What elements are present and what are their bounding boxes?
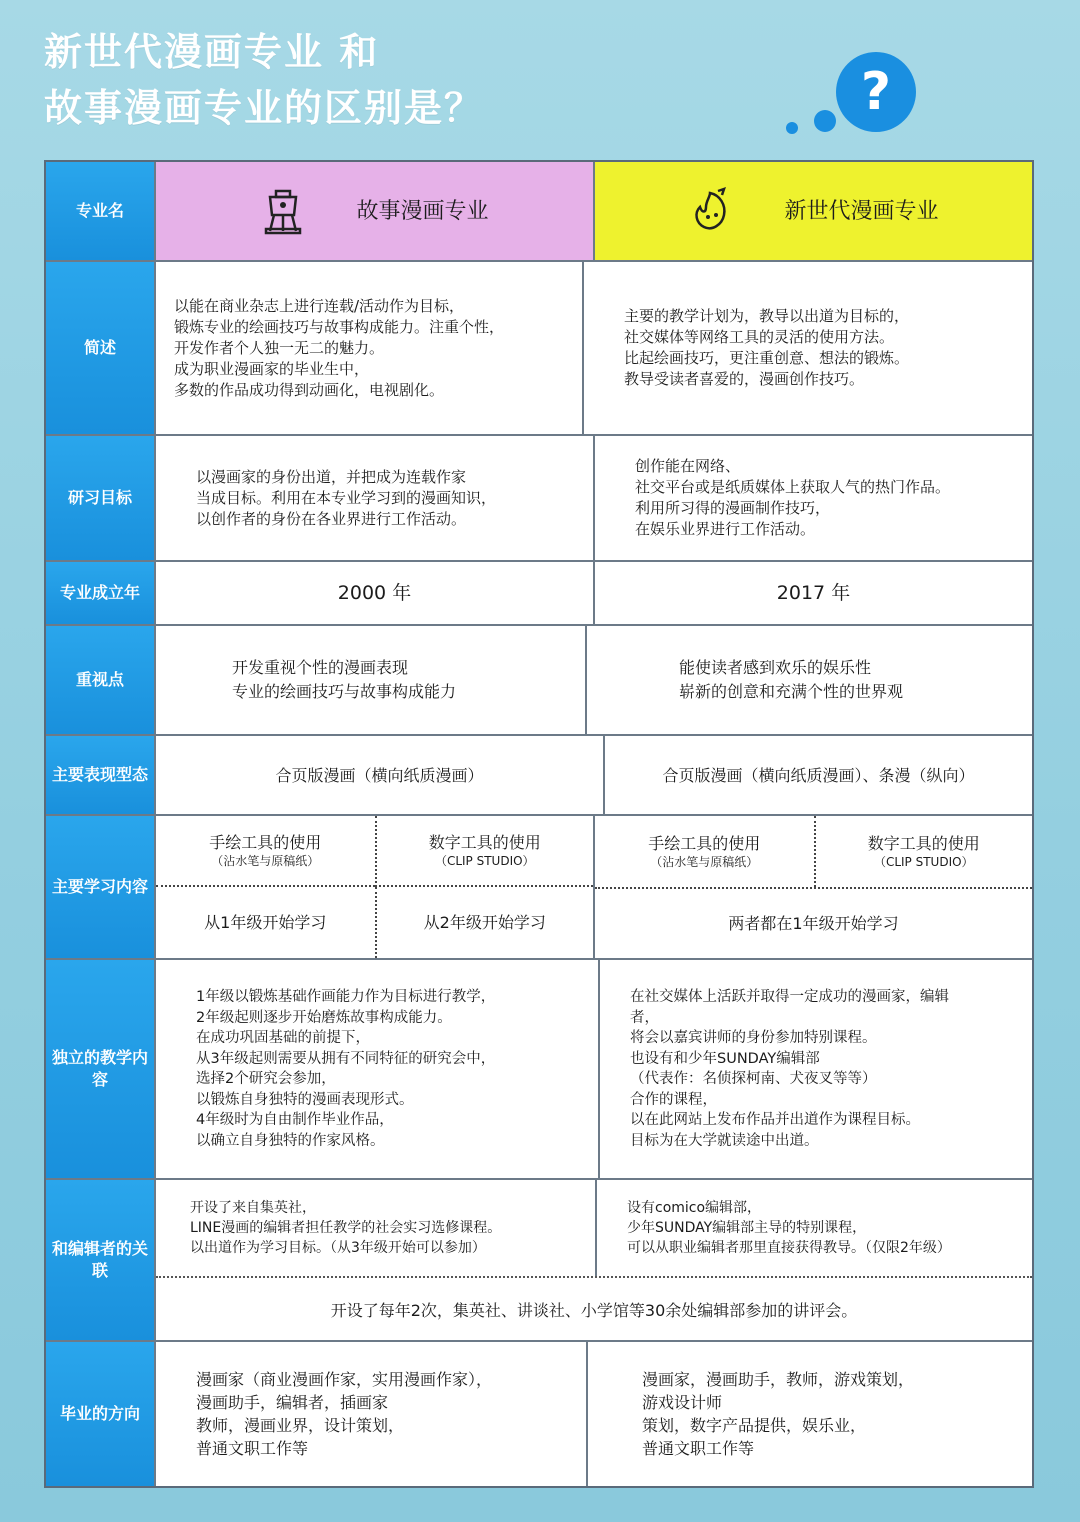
newgen-both-start: 两者都在1年级开始学习 [595, 887, 1032, 958]
story-digital-tools-label: 数字工具的使用 [428, 832, 541, 852]
newgen-unique-line: 者， [630, 1009, 659, 1026]
story-founded-year: 2000 年 [156, 562, 595, 624]
row-summary [46, 262, 1032, 436]
story-goal-line: 以漫画家的身份出道，并把成为连载作家 [196, 467, 467, 486]
story-focus-line: 专业的绘画技巧与故事构成能力 [232, 682, 457, 701]
story-goal-line: 以创作者的身份在各业界进行工作活动。 [196, 509, 467, 528]
story-focus-line: 开发重视个性的漫画表现 [232, 658, 409, 677]
newgen-summary-line: 主要的教学计划为，教导以出道为目标的， [624, 307, 910, 325]
story-major-header [156, 162, 595, 260]
row-label-major-name: 专业名 [46, 162, 156, 260]
editors-content [156, 1180, 1032, 1340]
story-unique [156, 960, 600, 1178]
story-hand-tools-note: （沾水笔与原稿纸） [211, 853, 320, 868]
shared-editors: 开设了每年2次，集英社、讲谈社、小学馆等30余处编辑部参加的讲评会。 [330, 1300, 858, 1320]
newgen-summary [584, 262, 1032, 434]
newgen-summary-line: 教导受读者喜爱的，漫画创作技巧。 [624, 370, 865, 388]
story-digital-start: 从2年级开始学习 [375, 887, 594, 958]
story-summary-line: 开发作者个人独一无二的魅力。 [174, 338, 385, 357]
newgen-unique [600, 960, 1032, 1178]
comparison-table [44, 160, 1034, 1488]
story-hand-tools-label: 手绘工具的使用 [209, 832, 322, 852]
row-label-format: 主要表现型态 [46, 736, 156, 814]
story-digital-tools-note: （CLIP STUDIO） [434, 853, 535, 868]
story-summary-line: 以能在商业杂志上进行连载/活动作为目标， [174, 296, 465, 315]
story-unique-line: 从3年级起则需要从拥有不同特征的研究会中， [196, 1050, 496, 1067]
newgen-editors-line: 少年SUNDAY编辑部主导的特别课程， [627, 1220, 867, 1236]
row-major-name [46, 162, 1032, 262]
row-founded [46, 562, 1032, 626]
newgen-goal-line: 创作能在网络、 [635, 457, 741, 475]
story-unique-line: 1年级以锻炼基础作画能力作为目标进行教学， [196, 989, 496, 1005]
newgen-hand-tools-note: （沾水笔与原稿纸） [650, 854, 759, 869]
row-label-unique: 独立的教学内容 [46, 960, 156, 1178]
story-study [156, 816, 595, 958]
newgen-hand-tools-label: 手绘工具的使用 [648, 833, 761, 853]
story-unique-line: 以锻炼自身独特的漫画表现形式。 [196, 1091, 414, 1108]
row-focus [46, 626, 1032, 736]
newgen-format: 合页版漫画（横向纸质漫画）、条漫（纵向） [662, 765, 975, 785]
row-label-focus: 重视点 [46, 626, 156, 734]
newgen-hand-tools [595, 816, 814, 887]
title-line-2: 故事漫画专业的区别是？ [44, 86, 485, 130]
row-format [46, 736, 1032, 816]
story-unique-line: 选择2个研究会参加， [196, 1071, 336, 1087]
newgen-goal-line: 利用所习得的漫画制作技巧， [635, 499, 831, 517]
story-editors-line: 以出道作为学习目标。（从3年级开始可以参加） [190, 1240, 486, 1256]
row-label-founded: 专业成立年 [46, 562, 156, 624]
page-title [44, 24, 484, 136]
row-label-career: 毕业的方向 [46, 1342, 156, 1486]
newgen-focus-line: 能使读者感到欢乐的娱乐性 [679, 658, 872, 677]
newgen-career-line: 游戏设计师 [642, 1393, 723, 1412]
story-major-name: 故事漫画专业 [356, 198, 489, 224]
newgen-digital-tools-label: 数字工具的使用 [867, 833, 980, 853]
newgen-study [595, 816, 1032, 958]
newgen-summary-line: 社交媒体等网络工具的灵活的使用方法。 [624, 328, 895, 346]
newgen-editors-line: 可以从职业编辑者那里直接获得教导。（仅限2年级） [627, 1240, 951, 1256]
title-line-1: 新世代漫画专业 和 [44, 30, 380, 74]
easel-icon [260, 185, 306, 237]
story-editors [156, 1180, 597, 1276]
newgen-major-header [595, 162, 1032, 260]
newgen-unique-line: 目标为在大学就读途中出道。 [630, 1132, 819, 1149]
newgen-editors [597, 1180, 1032, 1276]
story-unique-line: 以确立自身独特的作家风格。 [196, 1132, 385, 1149]
row-label-editors: 和编辑者的关联 [46, 1180, 156, 1340]
newgen-career [588, 1342, 1032, 1486]
row-study [46, 816, 1032, 960]
story-hand-tools [156, 816, 375, 887]
row-goal [46, 436, 1032, 562]
row-label-summary: 简述 [46, 262, 156, 434]
story-career [156, 1342, 588, 1486]
question-mark-icon: ? [836, 52, 916, 132]
newgen-goal-line: 在娱乐业界进行工作活动。 [635, 520, 816, 538]
story-focus [156, 626, 587, 734]
newgen-unique-line: 也设有和少年SUNDAY编辑部 [630, 1050, 820, 1067]
newgen-major-name: 新世代漫画专业 [784, 198, 939, 224]
row-editors [46, 1180, 1032, 1342]
story-editors-line: 开设了来自集英社， [190, 1200, 316, 1216]
thought-dot-mid [814, 110, 836, 132]
newgen-unique-line: （代表作：名侦探柯南、犬夜叉等等） [630, 1071, 877, 1087]
newgen-focus-line: 崭新的创意和充满个性的世界观 [679, 682, 904, 701]
story-goal [156, 436, 595, 560]
story-summary [156, 262, 584, 434]
story-goal-line: 当成目标。利用在本专业学习到的漫画知识， [196, 488, 497, 507]
newgen-unique-line: 在社交媒体上活跃并取得一定成功的漫画家，编辑 [630, 989, 949, 1005]
story-summary-line: 成为职业漫画家的毕业生中， [174, 359, 370, 378]
thought-dot-small [786, 122, 798, 134]
story-editors-line: LINE漫画的编辑者担任教学的社会实习选修课程。 [190, 1220, 502, 1236]
row-label-goal: 研习目标 [46, 436, 156, 560]
story-unique-line: 在成功巩固基础的前提下， [196, 1030, 370, 1046]
newgen-goal-line: 社交平台或是纸质媒体上获取人气的热门作品。 [635, 478, 951, 496]
story-career-line: 漫画家（商业漫画作家，实用漫画作家）， [196, 1370, 493, 1389]
newgen-goal [595, 436, 1032, 560]
row-unique [46, 960, 1032, 1180]
story-hand-start: 从1年级开始学习 [204, 912, 327, 932]
row-career [46, 1342, 1032, 1486]
newgen-digital-tools-note: （CLIP STUDIO） [873, 854, 974, 869]
story-digital-tools [375, 816, 594, 887]
flame-mascot-icon [688, 185, 734, 237]
newgen-career-line: 漫画家，漫画助手，教师，游戏策划， [642, 1370, 915, 1389]
story-career-line: 漫画助手，编辑者，插画家 [196, 1393, 389, 1412]
newgen-editors-line: 设有comico编辑部， [627, 1200, 762, 1216]
newgen-unique-line: 将会以嘉宾讲师的身份参加特别课程。 [630, 1030, 877, 1046]
newgen-focus [587, 626, 1032, 734]
row-label-study: 主要学习内容 [46, 816, 156, 958]
newgen-career-line: 策划，数字产品提供，娱乐业， [642, 1416, 867, 1435]
newgen-unique-line: 以在此网站上发布作品并出道作为课程目标。 [630, 1112, 920, 1128]
story-unique-line: 2年级起则逐步开始磨炼故事构成能力。 [196, 1009, 452, 1026]
newgen-unique-line: 合作的课程， [630, 1091, 717, 1108]
newgen-summary-line: 比起绘画技巧，更注重创意、想法的锻炼。 [624, 349, 910, 367]
story-career-line: 普通文职工作等 [196, 1439, 309, 1458]
newgen-founded-year: 2017 年 [776, 581, 851, 604]
newgen-digital-tools [814, 816, 1033, 887]
story-career-line: 教师，漫画业界，设计策划， [196, 1416, 405, 1435]
newgen-career-line: 普通文职工作等 [642, 1439, 755, 1458]
story-summary-line: 锻炼专业的绘画技巧与故事构成能力。注重个性， [174, 317, 505, 336]
story-format: 合页版漫画（横向纸质漫画） [156, 736, 605, 814]
story-summary-line: 多数的作品成功得到动画化，电视剧化。 [174, 380, 445, 399]
story-unique-line: 4年级时为自由制作毕业作品， [196, 1112, 394, 1128]
